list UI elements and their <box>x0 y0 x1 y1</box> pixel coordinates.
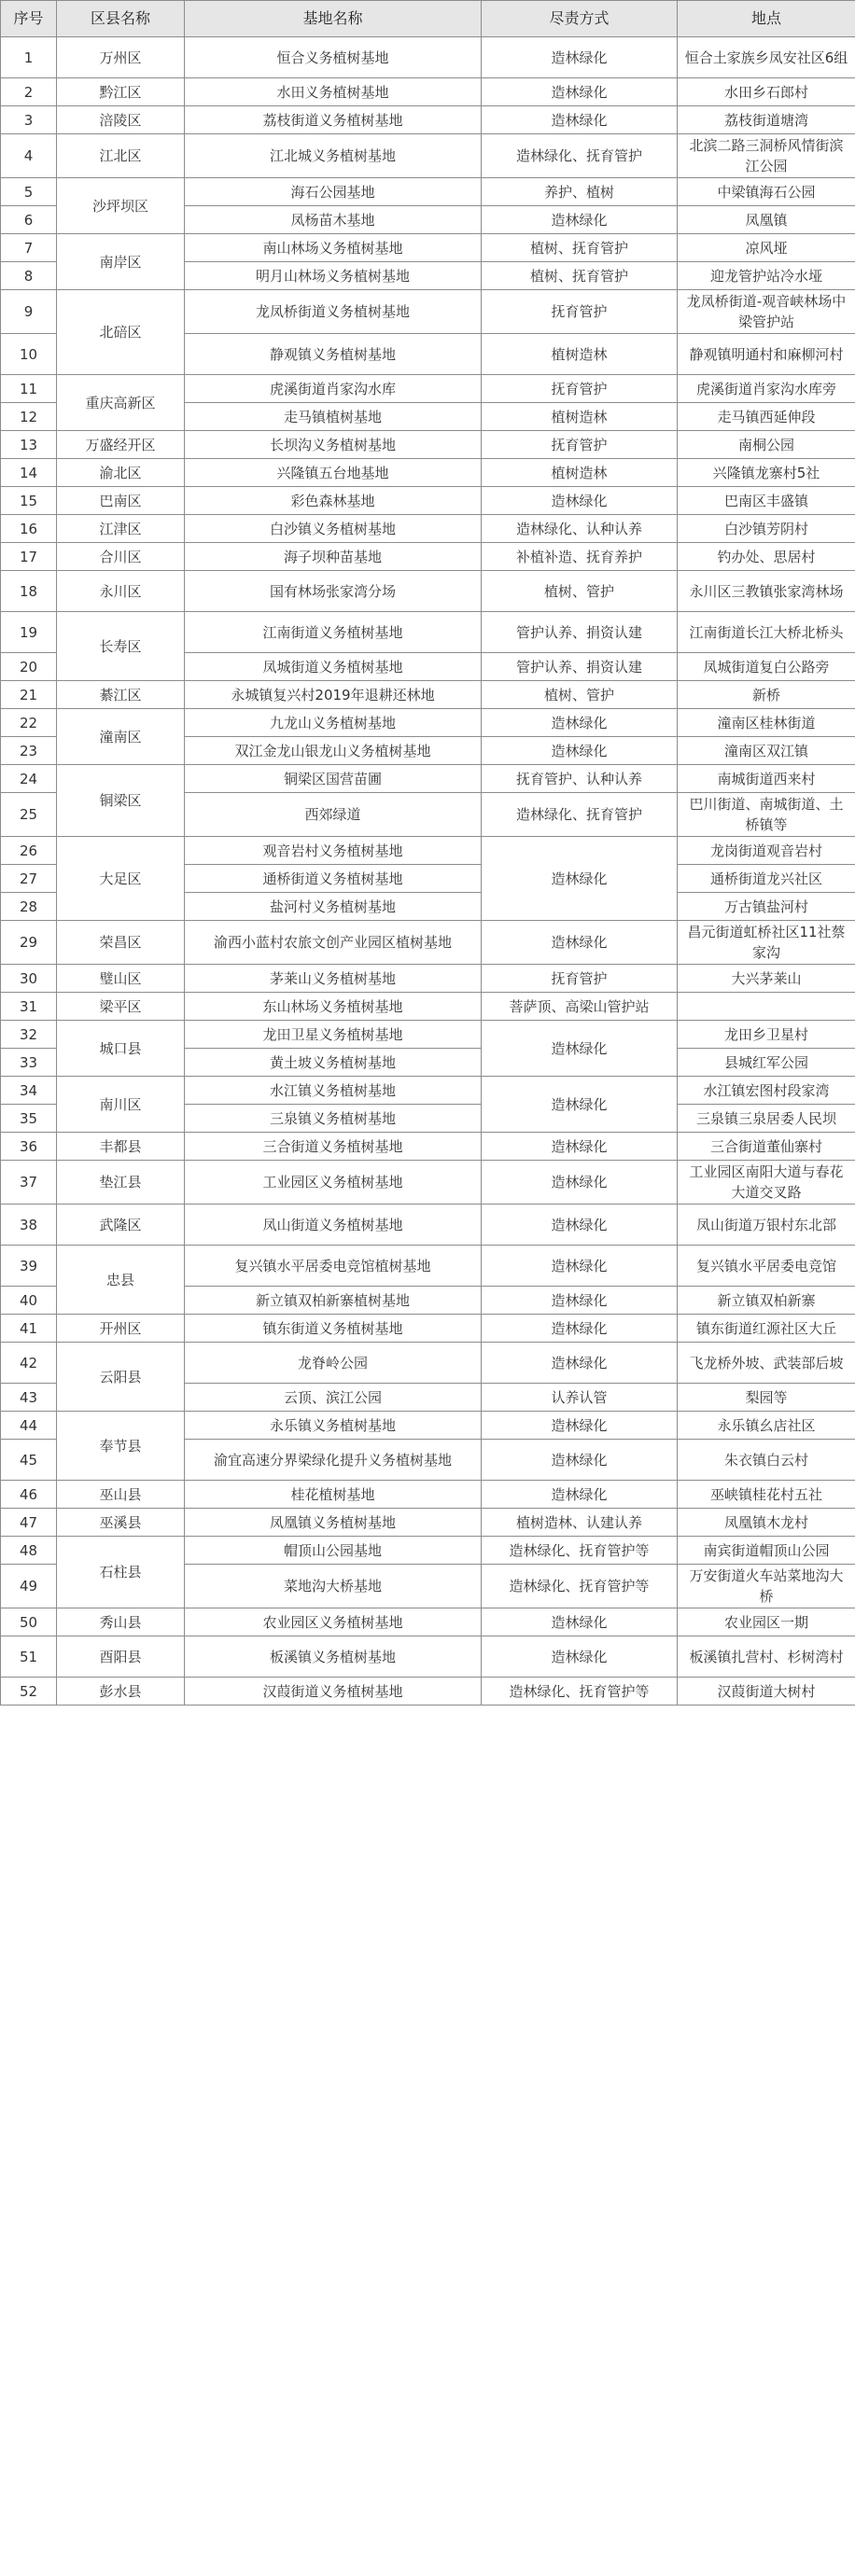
cell-no: 28 <box>1 893 57 921</box>
cell-location: 龙岗街道观音岩村 <box>678 837 855 865</box>
table-row <box>1 234 855 262</box>
cell-no: 13 <box>1 431 57 459</box>
cell-district: 南川区 <box>57 1077 185 1133</box>
cell-no: 45 <box>1 1440 57 1481</box>
cell-no: 23 <box>1 737 57 765</box>
cell-district: 黔江区 <box>57 78 185 106</box>
cell-method: 造林绿化 <box>482 1204 678 1246</box>
cell-location: 万安街道火车站菜地沟大桥 <box>678 1565 855 1608</box>
cell-location: 永川区三教镇张家湾林场 <box>678 571 855 612</box>
cell-location: 水江镇宏图村段家湾 <box>678 1077 855 1105</box>
cell-method: 造林绿化 <box>482 487 678 515</box>
table-row <box>1 921 855 965</box>
cell-method: 造林绿化 <box>482 1412 678 1440</box>
cell-district: 荣昌区 <box>57 921 185 965</box>
cell-location: 钓办处、思居村 <box>678 543 855 571</box>
cell-site: 帽顶山公园基地 <box>185 1537 482 1565</box>
cell-method: 造林绿化 <box>482 206 678 234</box>
cell-no: 2 <box>1 78 57 106</box>
table-row <box>1 106 855 134</box>
cell-no: 35 <box>1 1105 57 1133</box>
cell-no: 7 <box>1 234 57 262</box>
cell-method: 造林绿化 <box>482 709 678 737</box>
cell-method: 造林绿化 <box>482 1315 678 1343</box>
cell-location: 凤城街道复白公路旁 <box>678 653 855 681</box>
cell-method: 抚育管护、认种认养 <box>482 765 678 793</box>
cell-location: 三合街道董仙寨村 <box>678 1133 855 1161</box>
table-row <box>1 37 855 78</box>
table-row <box>1 134 855 178</box>
cell-location: 昌元街道虹桥社区11社蔡家沟 <box>678 921 855 965</box>
header-district: 区县名称 <box>57 1 185 37</box>
cell-no: 27 <box>1 865 57 893</box>
cell-district: 大足区 <box>57 837 185 921</box>
cell-no: 1 <box>1 37 57 78</box>
cell-district: 沙坪坝区 <box>57 178 185 234</box>
table-row <box>1 571 855 612</box>
cell-method: 造林绿化、抚育管护 <box>482 793 678 837</box>
cell-location: 凤山街道万银村东北部 <box>678 1204 855 1246</box>
cell-district: 酉阳县 <box>57 1636 185 1678</box>
cell-no: 18 <box>1 571 57 612</box>
cell-no: 17 <box>1 543 57 571</box>
cell-method: 造林绿化 <box>482 1161 678 1204</box>
cell-location: 中梁镇海石公园 <box>678 178 855 206</box>
cell-location: 板溪镇扎营村、杉树湾村 <box>678 1636 855 1678</box>
cell-location: 汉葭街道大树村 <box>678 1678 855 1706</box>
cell-no: 46 <box>1 1481 57 1509</box>
cell-no: 15 <box>1 487 57 515</box>
cell-method: 造林绿化 <box>482 1440 678 1481</box>
cell-method: 造林绿化 <box>482 1481 678 1509</box>
cell-method: 造林绿化 <box>482 837 678 921</box>
cell-no: 39 <box>1 1246 57 1287</box>
cell-location: 万古镇盐河村 <box>678 893 855 921</box>
cell-location: 工业园区南阳大道与春花大道交叉路 <box>678 1161 855 1204</box>
cell-no: 26 <box>1 837 57 865</box>
cell-site: 复兴镇水平居委电竞馆植树基地 <box>185 1246 482 1287</box>
cell-site: 双江金龙山银龙山义务植树基地 <box>185 737 482 765</box>
cell-site: 汉葭街道义务植树基地 <box>185 1678 482 1706</box>
cell-no: 34 <box>1 1077 57 1105</box>
cell-site: 云顶、滨江公园 <box>185 1384 482 1412</box>
cell-district: 城口县 <box>57 1021 185 1077</box>
cell-location: 县城红军公园 <box>678 1049 855 1077</box>
cell-no: 47 <box>1 1509 57 1537</box>
cell-location <box>678 993 855 1021</box>
cell-method: 造林绿化 <box>482 1021 678 1077</box>
cell-method: 植树、管护 <box>482 681 678 709</box>
table-row <box>1 993 855 1021</box>
cell-district: 江津区 <box>57 515 185 543</box>
cell-no: 51 <box>1 1636 57 1678</box>
cell-site: 兴隆镇五台地基地 <box>185 459 482 487</box>
cell-site: 静观镇义务植树基地 <box>185 334 482 375</box>
table-row <box>1 837 855 865</box>
cell-district: 璧山区 <box>57 965 185 993</box>
table-row <box>1 765 855 793</box>
cell-location: 白沙镇芳阴村 <box>678 515 855 543</box>
cell-district: 奉节县 <box>57 1412 185 1481</box>
cell-method: 植树造林 <box>482 334 678 375</box>
cell-method: 造林绿化、抚育管护 <box>482 134 678 178</box>
cell-district: 重庆高新区 <box>57 375 185 431</box>
cell-site: 板溪镇义务植树基地 <box>185 1636 482 1678</box>
cell-site: 凤凰镇义务植树基地 <box>185 1509 482 1537</box>
cell-site: 凤杨苗木基地 <box>185 206 482 234</box>
cell-location: 飞龙桥外坡、武装部后坡 <box>678 1343 855 1384</box>
cell-location: 镇东街道红源社区大丘 <box>678 1315 855 1343</box>
cell-location: 北滨二路三洞桥风情街滨江公园 <box>678 134 855 178</box>
cell-location: 龙凤桥街道-观音峡林场中梁管护站 <box>678 290 855 334</box>
table-row <box>1 1246 855 1287</box>
cell-location: 复兴镇水平居委电竞馆 <box>678 1246 855 1287</box>
cell-location: 新立镇双柏新寨 <box>678 1287 855 1315</box>
cell-method: 菩萨顶、高梁山管护站 <box>482 993 678 1021</box>
cell-site: 永城镇复兴村2019年退耕还林地 <box>185 681 482 709</box>
table-row <box>1 1636 855 1678</box>
cell-location: 朱衣镇白云村 <box>678 1440 855 1481</box>
cell-site: 彩色森林基地 <box>185 487 482 515</box>
cell-method: 造林绿化 <box>482 1246 678 1287</box>
cell-method: 造林绿化 <box>482 921 678 965</box>
cell-no: 14 <box>1 459 57 487</box>
cell-no: 48 <box>1 1537 57 1565</box>
cell-district: 巫溪县 <box>57 1509 185 1537</box>
cell-district: 万盛经开区 <box>57 431 185 459</box>
cell-district: 巫山县 <box>57 1481 185 1509</box>
cell-district: 丰都县 <box>57 1133 185 1161</box>
cell-no: 40 <box>1 1287 57 1315</box>
table-row <box>1 459 855 487</box>
cell-district: 万州区 <box>57 37 185 78</box>
cell-site: 海子坝种苗基地 <box>185 543 482 571</box>
cell-location: 南桐公园 <box>678 431 855 459</box>
cell-method: 补植补造、抚育养护 <box>482 543 678 571</box>
table-row <box>1 78 855 106</box>
cell-no: 8 <box>1 262 57 290</box>
cell-district: 潼南区 <box>57 709 185 765</box>
cell-no: 3 <box>1 106 57 134</box>
cell-method: 造林绿化、认种认养 <box>482 515 678 543</box>
cell-method: 造林绿化 <box>482 106 678 134</box>
cell-site: 镇东街道义务植树基地 <box>185 1315 482 1343</box>
cell-site: 白沙镇义务植树基地 <box>185 515 482 543</box>
cell-no: 44 <box>1 1412 57 1440</box>
cell-location: 巴川街道、南城街道、土桥镇等 <box>678 793 855 837</box>
cell-location: 新桥 <box>678 681 855 709</box>
table-row <box>1 1021 855 1049</box>
cell-location: 走马镇西延伸段 <box>678 403 855 431</box>
cell-location: 迎龙管护站冷水垭 <box>678 262 855 290</box>
cell-site: 荔枝街道义务植树基地 <box>185 106 482 134</box>
cell-district: 合川区 <box>57 543 185 571</box>
cell-district: 北碚区 <box>57 290 185 375</box>
cell-site: 水江镇义务植树基地 <box>185 1077 482 1105</box>
cell-site: 南山林场义务植树基地 <box>185 234 482 262</box>
table-row <box>1 290 855 334</box>
cell-location: 南宾街道帽顶山公园 <box>678 1537 855 1565</box>
cell-no: 31 <box>1 993 57 1021</box>
header-site: 基地名称 <box>185 1 482 37</box>
cell-site: 长坝沟义务植树基地 <box>185 431 482 459</box>
cell-district: 彭水县 <box>57 1678 185 1706</box>
table-row <box>1 178 855 206</box>
cell-location: 恒合土家族乡凤安社区6组 <box>678 37 855 78</box>
cell-no: 52 <box>1 1678 57 1706</box>
table-row <box>1 1133 855 1161</box>
table-row <box>1 1412 855 1440</box>
cell-no: 4 <box>1 134 57 178</box>
cell-site: 国有林场张家湾分场 <box>185 571 482 612</box>
cell-no: 9 <box>1 290 57 334</box>
table-body <box>1 37 855 1706</box>
table-row <box>1 681 855 709</box>
cell-method: 抚育管护 <box>482 375 678 403</box>
table-row <box>1 431 855 459</box>
table-row <box>1 375 855 403</box>
cell-location: 荔枝街道塘湾 <box>678 106 855 134</box>
cell-site: 凤山街道义务植树基地 <box>185 1204 482 1246</box>
cell-site: 江南街道义务植树基地 <box>185 612 482 653</box>
cell-site: 龙脊岭公园 <box>185 1343 482 1384</box>
cell-location: 凤凰镇 <box>678 206 855 234</box>
cell-location: 凤凰镇木龙村 <box>678 1509 855 1537</box>
cell-site: 明月山林场义务植树基地 <box>185 262 482 290</box>
cell-no: 11 <box>1 375 57 403</box>
cell-no: 33 <box>1 1049 57 1077</box>
cell-district: 垫江县 <box>57 1161 185 1204</box>
cell-site: 菜地沟大桥基地 <box>185 1565 482 1608</box>
cell-no: 30 <box>1 965 57 993</box>
cell-district: 开州区 <box>57 1315 185 1343</box>
cell-location: 潼南区双江镇 <box>678 737 855 765</box>
cell-site: 海石公园基地 <box>185 178 482 206</box>
table-row <box>1 1204 855 1246</box>
cell-district: 武隆区 <box>57 1204 185 1246</box>
cell-location: 龙田乡卫星村 <box>678 1021 855 1049</box>
table-row <box>1 965 855 993</box>
cell-no: 22 <box>1 709 57 737</box>
cell-no: 21 <box>1 681 57 709</box>
cell-method: 造林绿化 <box>482 1287 678 1315</box>
cell-site: 江北城义务植树基地 <box>185 134 482 178</box>
cell-site: 龙田卫星义务植树基地 <box>185 1021 482 1049</box>
table-row <box>1 543 855 571</box>
cell-district: 綦江区 <box>57 681 185 709</box>
cell-site: 农业园区义务植树基地 <box>185 1608 482 1636</box>
cell-method: 植树、管护 <box>482 571 678 612</box>
cell-method: 认养认管 <box>482 1384 678 1412</box>
cell-site: 观音岩村义务植树基地 <box>185 837 482 865</box>
cell-location: 农业园区一期 <box>678 1608 855 1636</box>
cell-location: 江南街道长江大桥北桥头 <box>678 612 855 653</box>
cell-site: 渝西小蓝村农旅文创产业园区植树基地 <box>185 921 482 965</box>
cell-no: 36 <box>1 1133 57 1161</box>
cell-no: 6 <box>1 206 57 234</box>
cell-no: 50 <box>1 1608 57 1636</box>
table-row <box>1 487 855 515</box>
cell-site: 桂花植树基地 <box>185 1481 482 1509</box>
cell-method: 造林绿化、抚育管护等 <box>482 1537 678 1565</box>
cell-district: 忠县 <box>57 1246 185 1315</box>
cell-district: 秀山县 <box>57 1608 185 1636</box>
cell-method: 造林绿化 <box>482 1077 678 1133</box>
cell-location: 虎溪街道肖家沟水库旁 <box>678 375 855 403</box>
cell-no: 41 <box>1 1315 57 1343</box>
cell-method: 抚育管护 <box>482 290 678 334</box>
table-row <box>1 515 855 543</box>
cell-site: 东山林场义务植树基地 <box>185 993 482 1021</box>
cell-district: 石柱县 <box>57 1537 185 1608</box>
table-row <box>1 1077 855 1105</box>
cell-site: 铜梁区国营苗圃 <box>185 765 482 793</box>
cell-site: 工业园区义务植树基地 <box>185 1161 482 1204</box>
cell-district: 涪陵区 <box>57 106 185 134</box>
cell-location: 潼南区桂林街道 <box>678 709 855 737</box>
cell-district: 梁平区 <box>57 993 185 1021</box>
cell-location: 永乐镇幺店社区 <box>678 1412 855 1440</box>
cell-method: 造林绿化 <box>482 37 678 78</box>
cell-method: 造林绿化 <box>482 737 678 765</box>
cell-district: 渝北区 <box>57 459 185 487</box>
cell-site: 三合街道义务植树基地 <box>185 1133 482 1161</box>
cell-district: 江北区 <box>57 134 185 178</box>
cell-site: 茅莱山义务植树基地 <box>185 965 482 993</box>
table-row <box>1 1537 855 1565</box>
cell-method: 植树造林 <box>482 403 678 431</box>
cell-method: 造林绿化 <box>482 1343 678 1384</box>
cell-district: 铜梁区 <box>57 765 185 837</box>
cell-no: 38 <box>1 1204 57 1246</box>
cell-location: 水田乡石郎村 <box>678 78 855 106</box>
header-location: 地点 <box>678 1 855 37</box>
cell-method: 抚育管护 <box>482 431 678 459</box>
cell-district: 南岸区 <box>57 234 185 290</box>
cell-method: 管护认养、捐资认建 <box>482 612 678 653</box>
cell-site: 盐河村义务植树基地 <box>185 893 482 921</box>
cell-no: 32 <box>1 1021 57 1049</box>
cell-no: 42 <box>1 1343 57 1384</box>
cell-site: 龙凤桥街道义务植树基地 <box>185 290 482 334</box>
table-row <box>1 1161 855 1204</box>
cell-district: 长寿区 <box>57 612 185 681</box>
table-row <box>1 709 855 737</box>
cell-method: 造林绿化 <box>482 1133 678 1161</box>
cell-site: 水田义务植树基地 <box>185 78 482 106</box>
table-row <box>1 1343 855 1384</box>
table-row <box>1 1315 855 1343</box>
table-row <box>1 1509 855 1537</box>
cell-location: 三泉镇三泉居委人民坝 <box>678 1105 855 1133</box>
cell-site: 凤城街道义务植树基地 <box>185 653 482 681</box>
cell-site: 三泉镇义务植树基地 <box>185 1105 482 1133</box>
table-row <box>1 1608 855 1636</box>
cell-method: 造林绿化 <box>482 1608 678 1636</box>
table-row <box>1 1481 855 1509</box>
cell-site: 通桥街道义务植树基地 <box>185 865 482 893</box>
cell-method: 管护认养、捐资认建 <box>482 653 678 681</box>
cell-method: 抚育管护 <box>482 965 678 993</box>
cell-site: 永乐镇义务植树基地 <box>185 1412 482 1440</box>
cell-no: 24 <box>1 765 57 793</box>
cell-district: 云阳县 <box>57 1343 185 1412</box>
cell-no: 16 <box>1 515 57 543</box>
cell-method: 造林绿化 <box>482 78 678 106</box>
cell-no: 37 <box>1 1161 57 1204</box>
cell-site: 黄土坡义务植树基地 <box>185 1049 482 1077</box>
header-method: 尽责方式 <box>482 1 678 37</box>
table-row <box>1 612 855 653</box>
cell-site: 新立镇双柏新寨植树基地 <box>185 1287 482 1315</box>
cell-location: 巴南区丰盛镇 <box>678 487 855 515</box>
cell-no: 25 <box>1 793 57 837</box>
cell-site: 九龙山义务植树基地 <box>185 709 482 737</box>
cell-location: 静观镇明通村和麻柳河村 <box>678 334 855 375</box>
cell-method: 造林绿化、抚育管护等 <box>482 1565 678 1608</box>
cell-location: 兴隆镇龙寨村5社 <box>678 459 855 487</box>
cell-no: 29 <box>1 921 57 965</box>
table-row <box>1 1678 855 1706</box>
cell-no: 43 <box>1 1384 57 1412</box>
cell-district: 巴南区 <box>57 487 185 515</box>
cell-location: 巫峡镇桂花村五社 <box>678 1481 855 1509</box>
cell-location: 梨园等 <box>678 1384 855 1412</box>
cell-method: 养护、植树 <box>482 178 678 206</box>
cell-site: 虎溪街道肖家沟水库 <box>185 375 482 403</box>
cell-no: 19 <box>1 612 57 653</box>
cell-location: 通桥街道龙兴社区 <box>678 865 855 893</box>
cell-no: 20 <box>1 653 57 681</box>
cell-no: 10 <box>1 334 57 375</box>
header-row <box>1 1 855 37</box>
cell-site: 走马镇植树基地 <box>185 403 482 431</box>
cell-location: 凉风垭 <box>678 234 855 262</box>
cell-method: 植树造林、认建认养 <box>482 1509 678 1537</box>
cell-method: 植树造林 <box>482 459 678 487</box>
cell-method: 植树、抚育管护 <box>482 234 678 262</box>
cell-location: 大兴茅莱山 <box>678 965 855 993</box>
cell-no: 49 <box>1 1565 57 1608</box>
cell-site: 恒合义务植树基地 <box>185 37 482 78</box>
cell-site: 西郊绿道 <box>185 793 482 837</box>
cell-no: 5 <box>1 178 57 206</box>
cell-site: 渝宜高速分界梁绿化提升义务植树基地 <box>185 1440 482 1481</box>
cell-district: 永川区 <box>57 571 185 612</box>
cell-no: 12 <box>1 403 57 431</box>
cell-location: 南城街道西来村 <box>678 765 855 793</box>
header-no: 序号 <box>1 1 57 37</box>
cell-method: 造林绿化 <box>482 1636 678 1678</box>
cell-method: 造林绿化、抚育管护等 <box>482 1678 678 1706</box>
cell-method: 植树、抚育管护 <box>482 262 678 290</box>
